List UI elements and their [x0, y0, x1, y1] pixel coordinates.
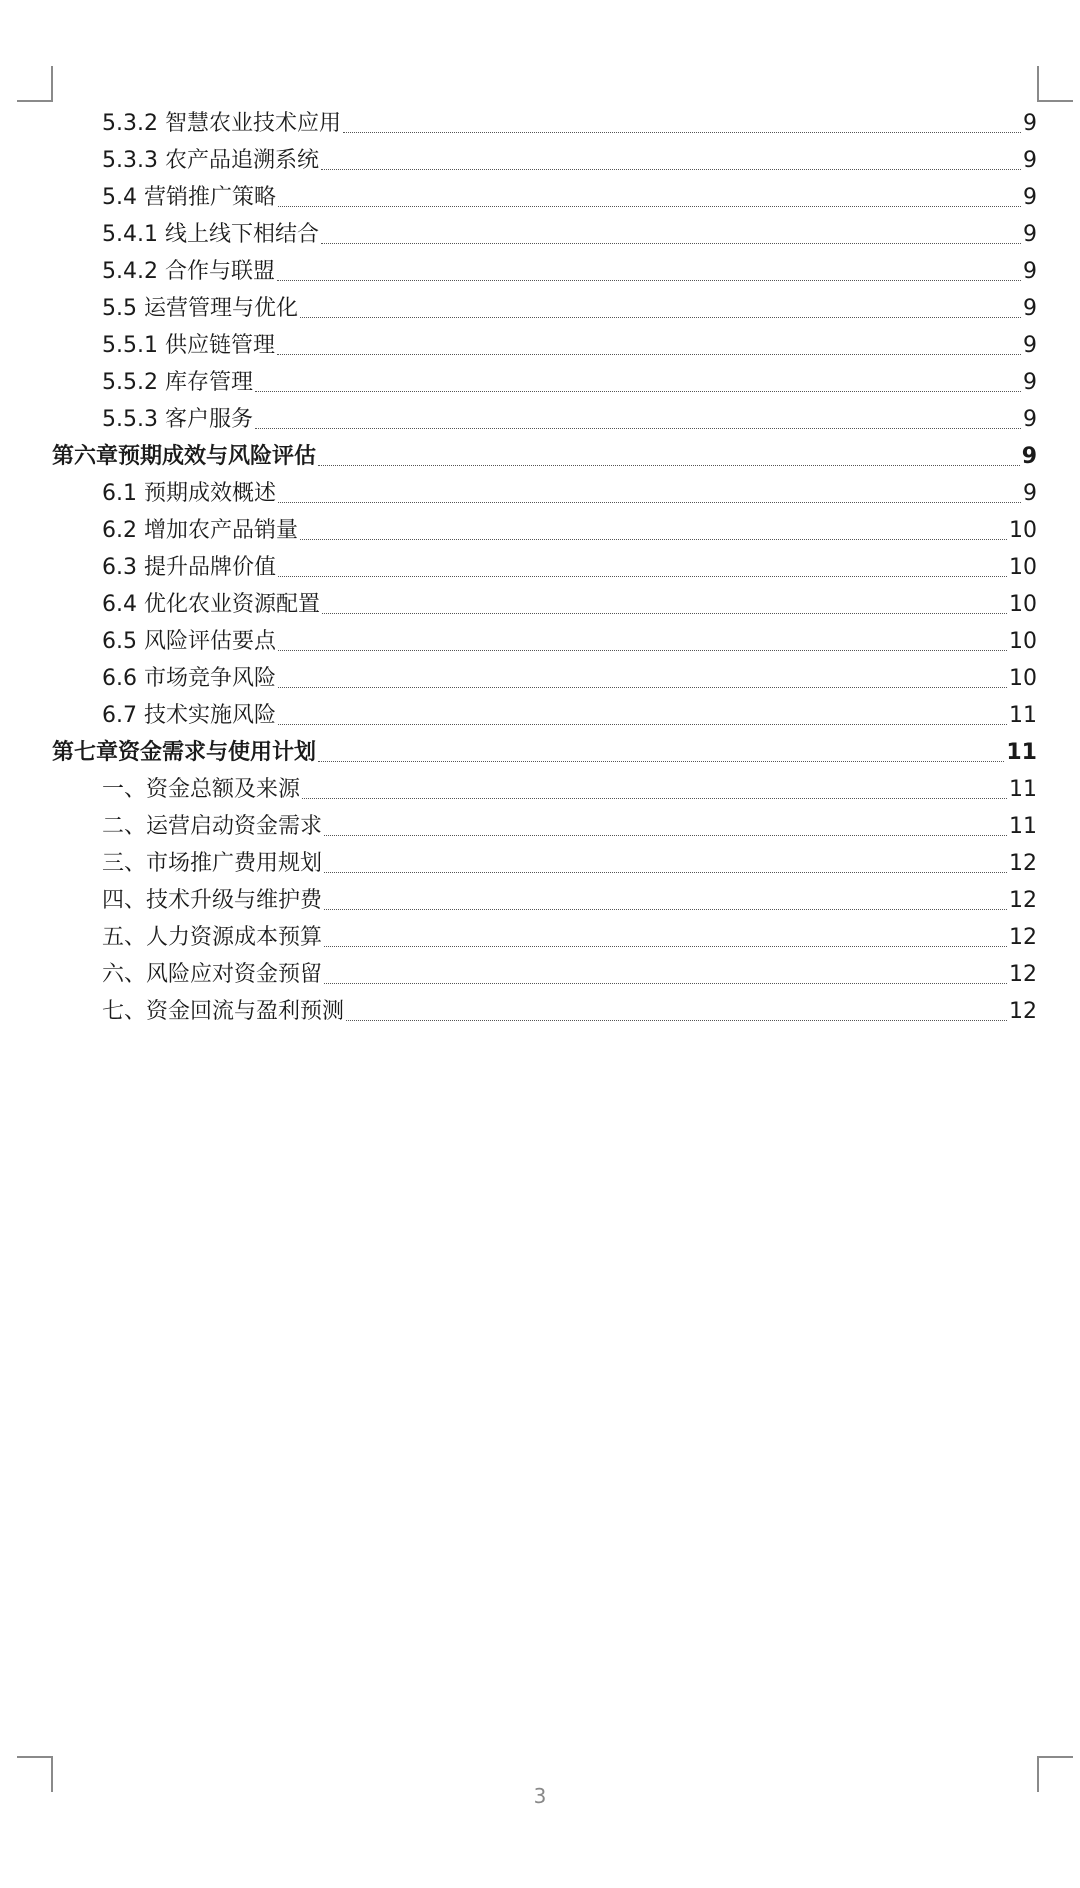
toc-entry-page-number: 9: [1023, 333, 1037, 358]
toc-entry-page-number: 10: [1009, 666, 1037, 691]
toc-chapter-entry[interactable]: [52, 729, 1037, 766]
toc-dot-leader: [346, 1019, 1007, 1021]
toc-entry[interactable]: [52, 803, 1037, 840]
toc-entry-page-number: 9: [1023, 259, 1037, 284]
toc-entry-page-number: 11: [1009, 814, 1037, 839]
toc-entry-title: 6.2 增加农产品销量: [102, 518, 298, 543]
toc-entry-page-number: 12: [1009, 925, 1037, 950]
toc-entry-page-number: 10: [1009, 518, 1037, 543]
toc-dot-leader: [300, 316, 1021, 318]
toc-dot-leader: [324, 945, 1007, 947]
toc-dot-leader: [318, 760, 1004, 762]
toc-entry-page-number: 9: [1023, 370, 1037, 395]
toc-dot-leader: [278, 205, 1021, 207]
toc-entry[interactable]: [52, 951, 1037, 988]
toc-chapter-entry[interactable]: [52, 433, 1037, 470]
table-of-contents: [52, 100, 1037, 1025]
toc-entry[interactable]: [52, 137, 1037, 174]
toc-entry[interactable]: [52, 248, 1037, 285]
toc-entry[interactable]: [52, 322, 1037, 359]
toc-dot-leader: [321, 168, 1021, 170]
toc-entry-title: 三、市场推广费用规划: [102, 851, 323, 876]
toc-dot-leader: [278, 501, 1021, 503]
toc-entry-page-number: 9: [1023, 185, 1037, 210]
toc-entry-page-number: 11: [1009, 777, 1037, 802]
toc-entry-page-number: 9: [1021, 444, 1037, 469]
toc-entry-page-number: 10: [1009, 592, 1037, 617]
toc-entry-page-number: 11: [1009, 703, 1037, 728]
toc-entry-title: 五、人力资源成本预算: [102, 925, 323, 950]
toc-entry-title: 一、资金总额及来源: [102, 777, 301, 802]
toc-entry-page-number: 9: [1023, 111, 1037, 136]
toc-entry[interactable]: [52, 174, 1037, 211]
toc-entry-page-number: 9: [1023, 407, 1037, 432]
toc-entry[interactable]: [52, 988, 1037, 1025]
toc-dot-leader: [324, 871, 1007, 873]
toc-entry-title: 6.1 预期成效概述: [102, 481, 276, 506]
toc-entry-page-number: 12: [1009, 888, 1037, 913]
toc-entry-title: 四、技术升级与维护费: [102, 888, 323, 913]
toc-dot-leader: [277, 353, 1021, 355]
toc-entry-title: 6.5 风险评估要点: [102, 629, 276, 654]
toc-dot-leader: [321, 242, 1021, 244]
toc-entry-title: 6.3 提升品牌价值: [102, 555, 276, 580]
toc-entry[interactable]: [52, 914, 1037, 951]
toc-dot-leader: [324, 834, 1007, 836]
toc-dot-leader: [277, 279, 1021, 281]
toc-entry[interactable]: [52, 396, 1037, 433]
toc-dot-leader: [324, 908, 1007, 910]
toc-dot-leader: [278, 686, 1007, 688]
toc-entry-title: 6.7 技术实施风险: [102, 703, 276, 728]
toc-entry[interactable]: [52, 581, 1037, 618]
toc-dot-leader: [278, 723, 1007, 725]
toc-dot-leader: [278, 575, 1007, 577]
crop-mark-top-right: [1037, 66, 1073, 102]
toc-entry-page-number: 10: [1009, 629, 1037, 654]
toc-entry-title: 5.5 运营管理与优化: [102, 296, 298, 321]
toc-entry-page-number: 9: [1023, 296, 1037, 321]
toc-entry-page-number: 11: [1006, 740, 1037, 765]
toc-entry-title: 六、风险应对资金预留: [102, 962, 323, 987]
toc-entry[interactable]: [52, 766, 1037, 803]
toc-entry-title: 5.5.1 供应链管理: [102, 333, 275, 358]
toc-entry-page-number: 12: [1009, 999, 1037, 1024]
crop-mark-top-left: [17, 66, 53, 102]
toc-entry-page-number: 9: [1023, 481, 1037, 506]
page-number: 3: [533, 1784, 547, 1808]
toc-entry[interactable]: [52, 100, 1037, 137]
toc-entry-title: 第七章资金需求与使用计划: [52, 740, 317, 765]
toc-entry[interactable]: [52, 692, 1037, 729]
toc-dot-leader: [322, 612, 1007, 614]
toc-entry[interactable]: [52, 877, 1037, 914]
toc-entry-title: 6.6 市场竞争风险: [102, 666, 276, 691]
toc-dot-leader: [302, 797, 1007, 799]
toc-entry-page-number: 10: [1009, 555, 1037, 580]
toc-entry[interactable]: [52, 655, 1037, 692]
toc-dot-leader: [318, 464, 1020, 466]
toc-entry[interactable]: [52, 211, 1037, 248]
toc-entry[interactable]: [52, 507, 1037, 544]
toc-entry-title: 5.3.2 智慧农业技术应用: [102, 111, 341, 136]
toc-entry-title: 二、运营启动资金需求: [102, 814, 323, 839]
toc-entry[interactable]: [52, 359, 1037, 396]
toc-entry-title: 5.4.2 合作与联盟: [102, 259, 275, 284]
toc-entry-page-number: 9: [1023, 222, 1037, 247]
toc-dot-leader: [255, 390, 1021, 392]
toc-entry[interactable]: [52, 470, 1037, 507]
toc-dot-leader: [255, 427, 1021, 429]
toc-entry-page-number: 12: [1009, 962, 1037, 987]
toc-dot-leader: [278, 649, 1007, 651]
toc-entry-title: 5.5.2 库存管理: [102, 370, 253, 395]
toc-entry-title: 5.5.3 客户服务: [102, 407, 253, 432]
toc-entry-page-number: 12: [1009, 851, 1037, 876]
toc-entry-page-number: 9: [1023, 148, 1037, 173]
toc-entry-title: 6.4 优化农业资源配置: [102, 592, 320, 617]
toc-entry-title: 5.4 营销推广策略: [102, 185, 276, 210]
toc-entry-title: 5.3.3 农产品追溯系统: [102, 148, 319, 173]
toc-entry[interactable]: [52, 544, 1037, 581]
toc-entry[interactable]: [52, 285, 1037, 322]
toc-entry[interactable]: [52, 840, 1037, 877]
toc-dot-leader: [343, 131, 1021, 133]
toc-entry-title: 第六章预期成效与风险评估: [52, 444, 317, 469]
toc-entry[interactable]: [52, 618, 1037, 655]
toc-entry-title: 七、资金回流与盈利预测: [102, 999, 345, 1024]
toc-entry-title: 5.4.1 线上线下相结合: [102, 222, 319, 247]
toc-dot-leader: [324, 982, 1007, 984]
toc-dot-leader: [300, 538, 1007, 540]
